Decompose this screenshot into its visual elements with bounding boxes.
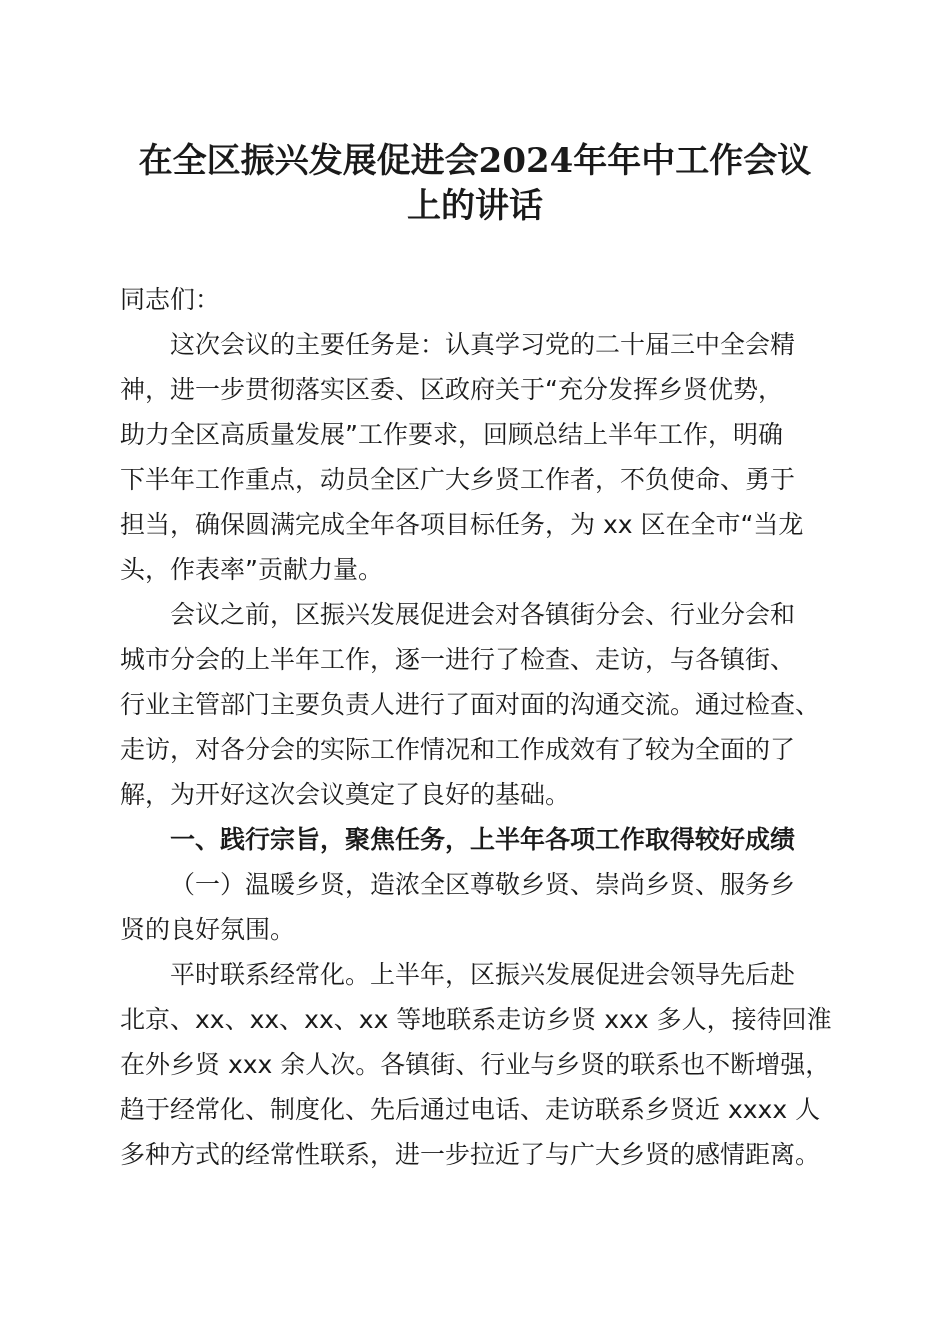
paragraph-line: 助力全区高质量发展”工作要求，回顾总结上半年工作，明确 [120, 420, 783, 449]
paragraph-line: 会议之前，区振兴发展促进会对各镇街分会、行业分会和 [170, 600, 796, 629]
paragraph-line: 北京、xx、xx、xx、xx 等地联系走访乡贤 xxx 多人，接待回淮 [120, 1005, 832, 1034]
subsection-heading-line: 贤的良好氛围。 [120, 915, 296, 944]
document-title-line-2: 上的讲话 [407, 186, 543, 226]
paragraph-line: 担当，确保圆满完成全年各项目标任务，为 xx 区在全市“当龙 [120, 510, 804, 539]
paragraph-line: 这次会议的主要任务是：认真学习党的二十届三中全会精 [170, 330, 796, 359]
paragraph-line: 走访，对各分会的实际工作情况和工作成效有了较为全面的了 [120, 735, 796, 764]
paragraph-line: 行业主管部门主要负责人进行了面对面的沟通交流。通过检查、 [120, 690, 821, 719]
subsection-heading-line: （一）温暖乡贤，造浓全区尊敬乡贤、崇尚乡贤、服务乡 [170, 870, 796, 899]
paragraph-line: 城市分会的上半年工作，逐一进行了检查、走访，与各镇街、 [120, 645, 796, 674]
paragraph-line: 平时联系经常化。上半年，区振兴发展促进会领导先后赴 [170, 960, 796, 989]
paragraph-line: 头，作表率”贡献力量。 [120, 555, 383, 584]
paragraph-line: 下半年工作重点，动员全区广大乡贤工作者，不负使命、勇于 [120, 465, 796, 494]
salutation: 同志们： [120, 285, 221, 314]
document-title-line-1: 在全区振兴发展促进会2024年年中工作会议 [138, 141, 812, 181]
paragraph-line: 解，为开好这次会议奠定了良好的基础。 [120, 780, 571, 809]
paragraph-line: 趋于经常化、制度化、先后通过电话、走访联系乡贤近 xxxx 人 [120, 1095, 821, 1124]
paragraph-line: 神，进一步贯彻落实区委、区政府关于“充分发挥乡贤优势， [120, 375, 783, 404]
paragraph-line: 在外乡贤 xxx 余人次。各镇街、行业与乡贤的联系也不断增强， [120, 1050, 831, 1079]
section-heading: 一、践行宗旨，聚焦任务，上半年各项工作取得较好成绩 [170, 825, 796, 854]
paragraph-line: 多种方式的经常性联系，进一步拉近了与广大乡贤的感情距离。 [120, 1140, 821, 1169]
